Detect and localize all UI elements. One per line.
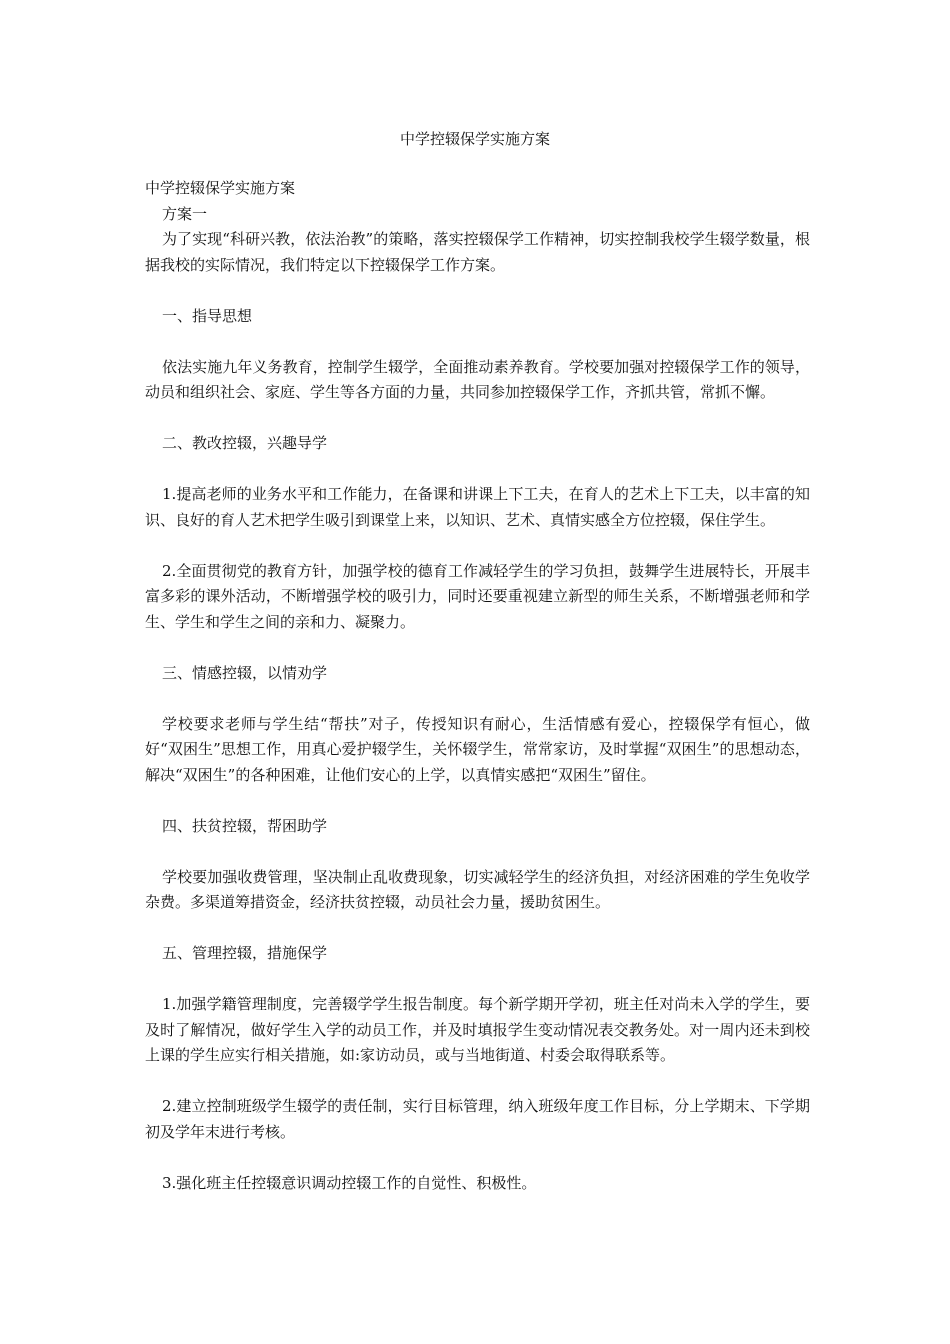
document-subtitle: 中学控辍保学实施方案 (145, 179, 296, 197)
section-heading: 四、扶贫控辍，帮困助学 (162, 816, 328, 835)
section-paragraph: 依法实施九年义务教育，控制学生辍学，全面推动素养教育。学校要加强对控辍保学工作的领导，动员和组织社会、家庭、学生等各方面的力量，共同参加控辍保学工作，齐抓共管，常抓不懈。 (145, 357, 810, 401)
section-paragraph: 学校要求老师与学生结“帮扶”对子，传授知识有耐心，生活情感有爱心，控辍保学有恒心，做好“双困生”思想工作，用真心爱护辍学生，关怀辍学生，常常家访，及时掌握“双困生”的思想动态，解决“双困生”的各种困难，让他们安心的上学，以真情实感把“双困生”留住。 (145, 714, 810, 784)
document-title: 中学控辍保学实施方案 (399, 130, 550, 148)
section-paragraph: 3.强化班主任控辍意识调动控辍工作的自觉性、积极性。 (162, 1173, 537, 1192)
section-paragraph: 2.建立控制班级学生辍学的责任制，实行目标管理，纳入班级年度工作目标，分上学期末、下学期初及学年末进行考核。 (145, 1097, 810, 1141)
section-heading: 五、管理控辍，措施保学 (162, 944, 328, 962)
section-heading: 一、指导思想 (162, 306, 253, 325)
section-paragraph: 1.提高老师的业务水平和工作能力，在备课和讲课上下工夫，在育人的艺术上下工夫，以丰富的知识、良好的育人艺术把学生吸引到课堂上来，以知识、艺术、真情实感全方位控辍，保住学生。 (145, 485, 810, 529)
plan-label: 方案一 (162, 204, 208, 223)
document-body (145, 176, 810, 1196)
intro-paragraph: 为了实现“科研兴教，依法治教”的策略，落实控辍保学工作精神，切实控制我校学生辍学数量，根据我校的实际情况，我们特定以下控辍保学工作方案。 (145, 230, 810, 274)
section-heading: 二、教改控辍，兴趣导学 (162, 434, 328, 452)
section-paragraph: 1.加强学籍管理制度，完善辍学学生报告制度。每个新学期开学初，班主任对尚未入学的学生，要及时了解情况，做好学生入学的动员工作，并及时填报学生变动情况表交教务处。对一周内还未到校上课的学生应实行相关措施，如:家访动员，或与当地街道、村委会取得联系等。 (145, 995, 810, 1064)
section-heading: 三、情感控辍，以情劝学 (162, 663, 328, 682)
section-paragraph: 学校要加强收费管理，坚决制止乱收费现象，切实减轻学生的经济负担，对经济困难的学生免收学杂费。多渠道筹措资金，经济扶贫控辍，动员社会力量，援助贫困生。 (145, 867, 810, 911)
section-paragraph: 2.全面贯彻党的教育方针，加强学校的德育工作减轻学生的学习负担，鼓舞学生进展特长，开展丰富多彩的课外活动，不断增强学校的吸引力，同时还要重视建立新型的师生关系，不断增强老师和学生、学生和学生之间的亲和力、凝聚力。 (145, 561, 810, 631)
